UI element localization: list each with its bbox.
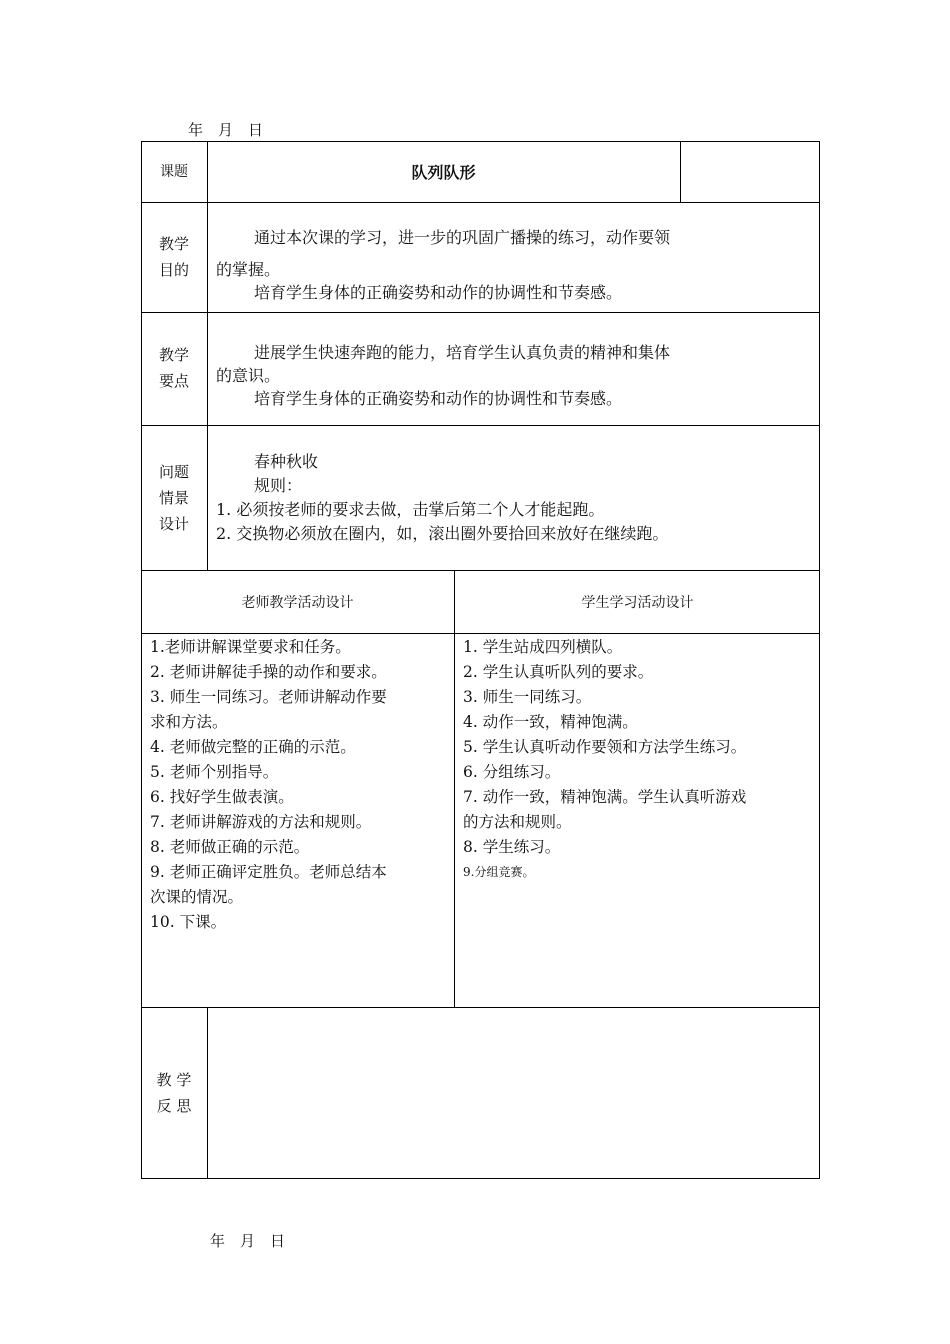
teacher-activity-list (150, 635, 387, 935)
key-points-line: 培育学生身体的正确姿势和动作的协调性和节奏感。 (254, 389, 623, 408)
scenario-label-line: 问题 (158, 463, 189, 481)
header-date: 年 月 日 (188, 121, 264, 139)
topic-title: 队列队形 (411, 163, 476, 182)
objective-line: 培育学生身体的正确姿势和动作的协调性和节奏感。 (254, 283, 623, 302)
key-points-label-line: 要点 (158, 372, 189, 390)
list-item: 9.分组竞赛。 (463, 865, 535, 879)
divider (454, 570, 455, 1008)
key-points-line: 的意识。 (216, 366, 281, 385)
student-activity-list (463, 635, 746, 885)
student-activity-heading: 学生学习活动设计 (581, 595, 694, 611)
list-item: 2. 学生认真听队列的要求。 (463, 663, 654, 681)
reflection-label-line: 教 学 (156, 1071, 192, 1089)
key-points-label (141, 342, 207, 394)
list-item: 求和方法。 (150, 713, 228, 731)
objective-line: 的掌握。 (216, 260, 281, 279)
divider (141, 312, 820, 313)
divider (680, 141, 681, 203)
divider (141, 633, 820, 634)
list-item: 次课的情况。 (150, 888, 244, 906)
list-item: 6. 找好学生做表演。 (150, 788, 294, 806)
reflection-label (141, 1067, 207, 1119)
objective-label (141, 231, 207, 283)
scenario-label-line: 情景 (158, 489, 189, 507)
teacher-activity-heading: 老师教学活动设计 (241, 595, 354, 611)
list-item: 1.老师讲解课堂要求和任务。 (150, 638, 351, 656)
topic-label: 课题 (160, 164, 188, 180)
key-points-line: 进展学生快速奔跑的能力，培育学生认真负责的精神和集体 (254, 343, 671, 362)
key-points-label-line: 教学 (158, 346, 189, 364)
scenario-rules-heading: 规则： (254, 476, 303, 495)
list-item: 4. 动作一致，精神饱满。 (463, 713, 638, 731)
scenario-label-line: 设计 (158, 515, 189, 533)
list-item: 3. 师生一同练习。 (463, 688, 592, 706)
divider (141, 1007, 820, 1008)
objective-line: 通过本次课的学习，进一步的巩固广播操的练习，动作要领 (254, 228, 671, 247)
scenario-game-name: 春种秋收 (254, 452, 319, 471)
divider (141, 425, 820, 426)
list-item: 10. 下课。 (150, 913, 227, 931)
objective-label-line: 目的 (158, 261, 189, 279)
list-item: 2. 老师讲解徒手操的动作和要求。 (150, 663, 387, 681)
scenario-rule: 2. 交换物必须放在圈内，如，滚出圈外要拾回来放好在继续跑。 (216, 524, 669, 543)
objective-label-line: 教学 (158, 235, 189, 253)
list-item: 5. 老师个别指导。 (150, 763, 279, 781)
divider (141, 570, 820, 571)
scenario-rule: 1. 必须按老师的要求去做，击掌后第二个人才能起跑。 (216, 500, 605, 519)
scenario-label (141, 459, 207, 537)
list-item: 9. 老师正确评定胜负。老师总结本 (150, 863, 387, 881)
footer-date: 年 月 日 (210, 1232, 286, 1250)
list-item: 8. 老师做正确的示范。 (150, 838, 310, 856)
list-item: 8. 学生练习。 (463, 838, 561, 856)
divider (207, 141, 208, 571)
list-item: 6. 分组练习。 (463, 763, 561, 781)
divider (141, 202, 820, 203)
list-item: 5. 学生认真听动作要领和方法学生练习。 (463, 738, 747, 756)
list-item: 4. 老师做完整的正确的示范。 (150, 738, 356, 756)
list-item: 7. 动作一致，精神饱满。学生认真听游戏 (463, 788, 747, 806)
reflection-label-line: 反 思 (156, 1097, 192, 1115)
list-item: 7. 老师讲解游戏的方法和规则。 (150, 813, 372, 831)
list-item: 1. 学生站成四列横队。 (463, 638, 623, 656)
divider (207, 1007, 208, 1179)
list-item: 3. 师生一同练习。老师讲解动作要 (150, 688, 387, 706)
list-item: 的方法和规则。 (463, 813, 572, 831)
